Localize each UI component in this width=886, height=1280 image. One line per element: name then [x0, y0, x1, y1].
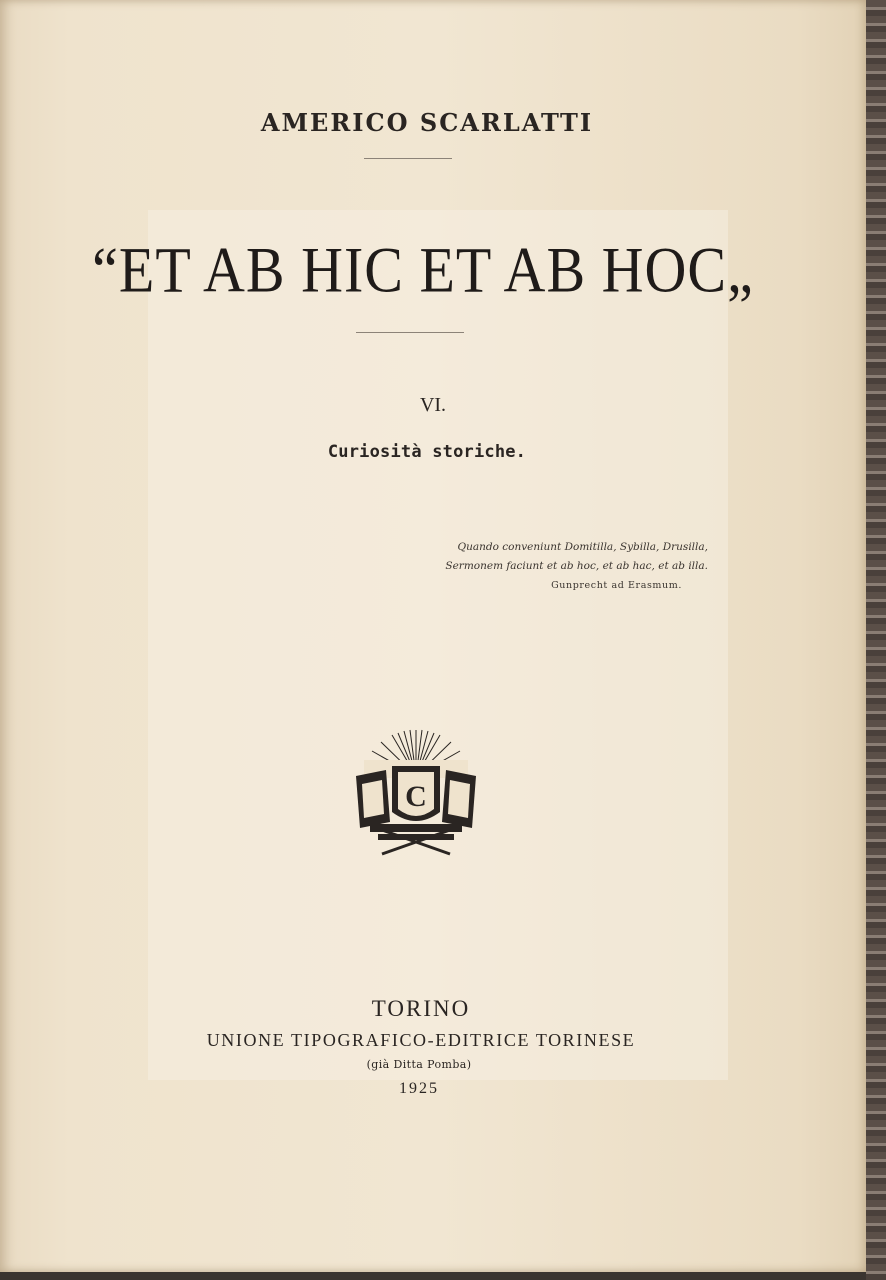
author-name: AMERICO SCARLATTI: [260, 108, 594, 137]
epigraph-line-1: Quando conveniunt Domitilla, Sybilla, Drusilla,: [457, 541, 708, 553]
epigraph-line-2: Sermonem faciunt et ab hoc, et ab hac, et ab illa.: [445, 560, 708, 572]
book-subtitle: Curiosità storiche.: [327, 442, 527, 462]
book-edge: [866, 0, 886, 1280]
volume-number: VI.: [419, 394, 447, 416]
imprint-city: TORINO: [371, 996, 471, 1021]
book-title: “ET AB HIC ET AB HOC„: [92, 233, 754, 306]
author-divider: [364, 158, 452, 159]
paper-inner-block: [148, 210, 728, 1080]
title-divider: [356, 332, 464, 333]
epigraph-attribution: Gunprecht ad Erasmum.: [551, 580, 682, 591]
imprint-publisher: UNIONE TIPOGRAFICO-EDITRICE TORINESE: [206, 1030, 636, 1050]
imprint-year: 1925: [399, 1080, 439, 1097]
epigraph: [340, 538, 708, 595]
imprint-former-name: (già Ditta Pomba): [366, 1058, 472, 1071]
svg-text:C: C: [405, 780, 427, 813]
publisher-emblem-icon: [346, 726, 486, 858]
